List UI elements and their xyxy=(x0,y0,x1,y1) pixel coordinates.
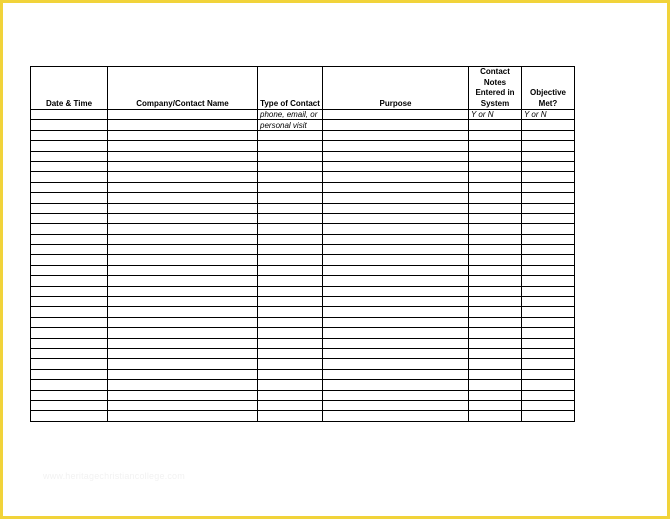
table-row xyxy=(31,193,575,203)
type-cell[interactable] xyxy=(258,359,323,369)
date-cell[interactable] xyxy=(31,265,108,275)
notes-cell[interactable] xyxy=(469,224,522,234)
type-cell[interactable] xyxy=(258,276,323,286)
objective-cell[interactable] xyxy=(522,359,575,369)
objective-cell[interactable] xyxy=(522,130,575,140)
notes-cell[interactable] xyxy=(469,380,522,390)
type-hint: phone, email, or xyxy=(258,110,323,120)
type-cell[interactable] xyxy=(258,380,323,390)
objective-cell[interactable] xyxy=(522,369,575,379)
type-hint-2: personal visit xyxy=(258,120,323,130)
notes-cell[interactable] xyxy=(469,193,522,203)
objective-cell[interactable] xyxy=(522,390,575,400)
type-cell[interactable] xyxy=(258,130,323,140)
objective-cell[interactable] xyxy=(522,297,575,307)
company-cell[interactable] xyxy=(108,369,258,379)
company-cell[interactable] xyxy=(108,255,258,265)
notes-cell[interactable] xyxy=(469,265,522,275)
notes-cell[interactable] xyxy=(469,297,522,307)
purpose-cell[interactable] xyxy=(323,172,469,182)
purpose-cell[interactable] xyxy=(323,120,469,130)
objective-hint: Y or N xyxy=(522,110,575,120)
type-cell[interactable] xyxy=(258,328,323,338)
company-cell[interactable] xyxy=(108,245,258,255)
notes-cell[interactable] xyxy=(469,348,522,358)
type-cell[interactable] xyxy=(258,245,323,255)
objective-cell[interactable] xyxy=(522,234,575,244)
objective-cell[interactable] xyxy=(522,307,575,317)
notes-cell[interactable] xyxy=(469,213,522,223)
date-cell[interactable] xyxy=(31,286,108,296)
hint-row-2 xyxy=(31,120,575,130)
notes-cell[interactable] xyxy=(469,172,522,182)
watermark: www.heritagechristiancollege.com xyxy=(43,471,185,481)
table-row xyxy=(31,224,575,234)
notes-cell[interactable] xyxy=(469,328,522,338)
table-row xyxy=(31,348,575,358)
table-row xyxy=(31,328,575,338)
type-cell[interactable] xyxy=(258,234,323,244)
date-cell[interactable] xyxy=(31,182,108,192)
purpose-cell[interactable] xyxy=(323,328,469,338)
type-cell[interactable] xyxy=(258,400,323,410)
table-row xyxy=(31,307,575,317)
table-row xyxy=(31,245,575,255)
notes-cell[interactable] xyxy=(469,245,522,255)
purpose-cell[interactable] xyxy=(323,276,469,286)
header-objective-met: Objective Met? xyxy=(522,67,575,110)
type-cell[interactable] xyxy=(258,172,323,182)
company-cell[interactable] xyxy=(108,213,258,223)
purpose-cell[interactable] xyxy=(323,182,469,192)
purpose-cell[interactable] xyxy=(323,141,469,151)
purpose-cell[interactable] xyxy=(323,151,469,161)
company-cell[interactable] xyxy=(108,317,258,327)
table-row xyxy=(31,400,575,410)
notes-cell[interactable] xyxy=(469,255,522,265)
notes-cell[interactable] xyxy=(469,276,522,286)
date-cell[interactable] xyxy=(31,390,108,400)
objective-cell[interactable] xyxy=(522,120,575,130)
objective-cell[interactable] xyxy=(522,245,575,255)
type-cell[interactable] xyxy=(258,255,323,265)
date-cell[interactable] xyxy=(31,161,108,171)
date-cell[interactable] xyxy=(31,234,108,244)
type-cell[interactable] xyxy=(258,141,323,151)
purpose-cell[interactable] xyxy=(323,130,469,140)
company-cell[interactable] xyxy=(108,265,258,275)
type-cell[interactable] xyxy=(258,307,323,317)
company-cell[interactable] xyxy=(108,390,258,400)
purpose-cell[interactable] xyxy=(323,297,469,307)
type-cell[interactable] xyxy=(258,317,323,327)
table-row xyxy=(31,255,575,265)
objective-cell[interactable] xyxy=(522,265,575,275)
hint-row xyxy=(31,110,575,120)
date-cell[interactable] xyxy=(31,348,108,358)
notes-cell[interactable] xyxy=(469,141,522,151)
table-row xyxy=(31,172,575,182)
purpose-cell[interactable] xyxy=(323,234,469,244)
company-cell[interactable] xyxy=(108,234,258,244)
table-row xyxy=(31,265,575,275)
purpose-cell[interactable] xyxy=(323,400,469,410)
notes-cell[interactable] xyxy=(469,151,522,161)
table-row xyxy=(31,317,575,327)
date-cell[interactable] xyxy=(31,120,108,130)
table-row xyxy=(31,390,575,400)
objective-cell[interactable] xyxy=(522,213,575,223)
notes-cell[interactable] xyxy=(469,369,522,379)
type-cell[interactable] xyxy=(258,151,323,161)
objective-cell[interactable] xyxy=(522,276,575,286)
objective-cell[interactable] xyxy=(522,328,575,338)
company-cell[interactable] xyxy=(108,411,258,421)
purpose-cell[interactable] xyxy=(323,359,469,369)
objective-cell[interactable] xyxy=(522,400,575,410)
notes-cell[interactable] xyxy=(469,338,522,348)
objective-cell[interactable] xyxy=(522,317,575,327)
purpose-cell[interactable] xyxy=(323,110,469,120)
objective-cell[interactable] xyxy=(522,338,575,348)
purpose-cell[interactable] xyxy=(323,193,469,203)
notes-hint: Y or N xyxy=(469,110,522,120)
purpose-cell[interactable] xyxy=(323,265,469,275)
notes-cell[interactable] xyxy=(469,203,522,213)
type-cell[interactable] xyxy=(258,182,323,192)
purpose-cell[interactable] xyxy=(323,255,469,265)
table-row xyxy=(31,286,575,296)
notes-cell[interactable] xyxy=(469,359,522,369)
table-row xyxy=(31,276,575,286)
contact-log-table xyxy=(30,66,575,422)
date-cell[interactable] xyxy=(31,255,108,265)
date-cell[interactable] xyxy=(31,245,108,255)
company-cell[interactable] xyxy=(108,380,258,390)
company-cell[interactable] xyxy=(108,193,258,203)
purpose-cell[interactable] xyxy=(323,224,469,234)
date-cell[interactable] xyxy=(31,213,108,223)
objective-cell[interactable] xyxy=(522,161,575,171)
date-cell[interactable] xyxy=(31,110,108,120)
type-cell[interactable] xyxy=(258,297,323,307)
objective-cell[interactable] xyxy=(522,348,575,358)
notes-cell[interactable] xyxy=(469,130,522,140)
table-row xyxy=(31,161,575,171)
purpose-cell[interactable] xyxy=(323,203,469,213)
date-cell[interactable] xyxy=(31,369,108,379)
purpose-cell[interactable] xyxy=(323,348,469,358)
purpose-cell[interactable] xyxy=(323,317,469,327)
table-row xyxy=(31,411,575,421)
notes-cell[interactable] xyxy=(469,390,522,400)
date-cell[interactable] xyxy=(31,130,108,140)
objective-cell[interactable] xyxy=(522,172,575,182)
company-cell[interactable] xyxy=(108,120,258,130)
table-row xyxy=(31,203,575,213)
objective-cell[interactable] xyxy=(522,151,575,161)
date-cell[interactable] xyxy=(31,400,108,410)
company-cell[interactable] xyxy=(108,203,258,213)
notes-cell[interactable] xyxy=(469,286,522,296)
table-row xyxy=(31,359,575,369)
purpose-cell[interactable] xyxy=(323,213,469,223)
type-cell[interactable] xyxy=(258,193,323,203)
header-purpose: Purpose xyxy=(323,67,469,110)
table-row xyxy=(31,151,575,161)
objective-cell[interactable] xyxy=(522,193,575,203)
date-cell[interactable] xyxy=(31,317,108,327)
table-row xyxy=(31,130,575,140)
type-cell[interactable] xyxy=(258,224,323,234)
objective-cell[interactable] xyxy=(522,286,575,296)
type-cell[interactable] xyxy=(258,411,323,421)
purpose-cell[interactable] xyxy=(323,245,469,255)
company-cell[interactable] xyxy=(108,297,258,307)
purpose-cell[interactable] xyxy=(323,161,469,171)
date-cell[interactable] xyxy=(31,193,108,203)
date-cell[interactable] xyxy=(31,224,108,234)
date-cell[interactable] xyxy=(31,411,108,421)
notes-cell[interactable] xyxy=(469,182,522,192)
company-cell[interactable] xyxy=(108,359,258,369)
date-cell[interactable] xyxy=(31,328,108,338)
table-body xyxy=(31,110,575,422)
date-cell[interactable] xyxy=(31,203,108,213)
purpose-cell[interactable] xyxy=(323,390,469,400)
notes-cell[interactable] xyxy=(469,317,522,327)
header-contact-notes: Contact Notes Entered in System xyxy=(469,67,522,110)
company-cell[interactable] xyxy=(108,276,258,286)
table-row xyxy=(31,234,575,244)
objective-cell[interactable] xyxy=(522,224,575,234)
company-cell[interactable] xyxy=(108,224,258,234)
company-cell[interactable] xyxy=(108,182,258,192)
type-cell[interactable] xyxy=(258,161,323,171)
objective-cell[interactable] xyxy=(522,203,575,213)
notes-cell[interactable] xyxy=(469,234,522,244)
objective-cell[interactable] xyxy=(522,411,575,421)
company-cell[interactable] xyxy=(108,110,258,120)
purpose-cell[interactable] xyxy=(323,411,469,421)
company-cell[interactable] xyxy=(108,307,258,317)
objective-cell[interactable] xyxy=(522,141,575,151)
company-cell[interactable] xyxy=(108,141,258,151)
company-cell[interactable] xyxy=(108,348,258,358)
date-cell[interactable] xyxy=(31,338,108,348)
table-row xyxy=(31,338,575,348)
company-cell[interactable] xyxy=(108,172,258,182)
company-cell[interactable] xyxy=(108,338,258,348)
date-cell[interactable] xyxy=(31,307,108,317)
header-row xyxy=(31,67,575,110)
objective-cell[interactable] xyxy=(522,255,575,265)
company-cell[interactable] xyxy=(108,328,258,338)
header-date-time: Date & Time xyxy=(31,67,108,110)
notes-cell[interactable] xyxy=(469,120,522,130)
date-cell[interactable] xyxy=(31,151,108,161)
table-row xyxy=(31,141,575,151)
table-row xyxy=(31,213,575,223)
type-cell[interactable] xyxy=(258,338,323,348)
type-cell[interactable] xyxy=(258,369,323,379)
table-row xyxy=(31,182,575,192)
date-cell[interactable] xyxy=(31,297,108,307)
objective-cell[interactable] xyxy=(522,182,575,192)
header-company-contact-name: Company/Contact Name xyxy=(108,67,258,110)
type-cell[interactable] xyxy=(258,265,323,275)
date-cell[interactable] xyxy=(31,359,108,369)
company-cell[interactable] xyxy=(108,161,258,171)
purpose-cell[interactable] xyxy=(323,286,469,296)
type-cell[interactable] xyxy=(258,390,323,400)
purpose-cell[interactable] xyxy=(323,380,469,390)
objective-cell[interactable] xyxy=(522,380,575,390)
date-cell[interactable] xyxy=(31,141,108,151)
date-cell[interactable] xyxy=(31,172,108,182)
table-row xyxy=(31,369,575,379)
header-type-of-contact: Type of Contact xyxy=(258,67,323,110)
table-row xyxy=(31,297,575,307)
date-cell[interactable] xyxy=(31,380,108,390)
notes-cell[interactable] xyxy=(469,400,522,410)
notes-cell[interactable] xyxy=(469,161,522,171)
purpose-cell[interactable] xyxy=(323,307,469,317)
purpose-cell[interactable] xyxy=(323,369,469,379)
company-cell[interactable] xyxy=(108,151,258,161)
company-cell[interactable] xyxy=(108,130,258,140)
type-cell[interactable] xyxy=(258,286,323,296)
type-cell[interactable] xyxy=(258,203,323,213)
purpose-cell[interactable] xyxy=(323,338,469,348)
notes-cell[interactable] xyxy=(469,307,522,317)
type-cell[interactable] xyxy=(258,348,323,358)
table-row xyxy=(31,380,575,390)
type-cell[interactable] xyxy=(258,213,323,223)
notes-cell[interactable] xyxy=(469,411,522,421)
date-cell[interactable] xyxy=(31,276,108,286)
company-cell[interactable] xyxy=(108,400,258,410)
company-cell[interactable] xyxy=(108,286,258,296)
